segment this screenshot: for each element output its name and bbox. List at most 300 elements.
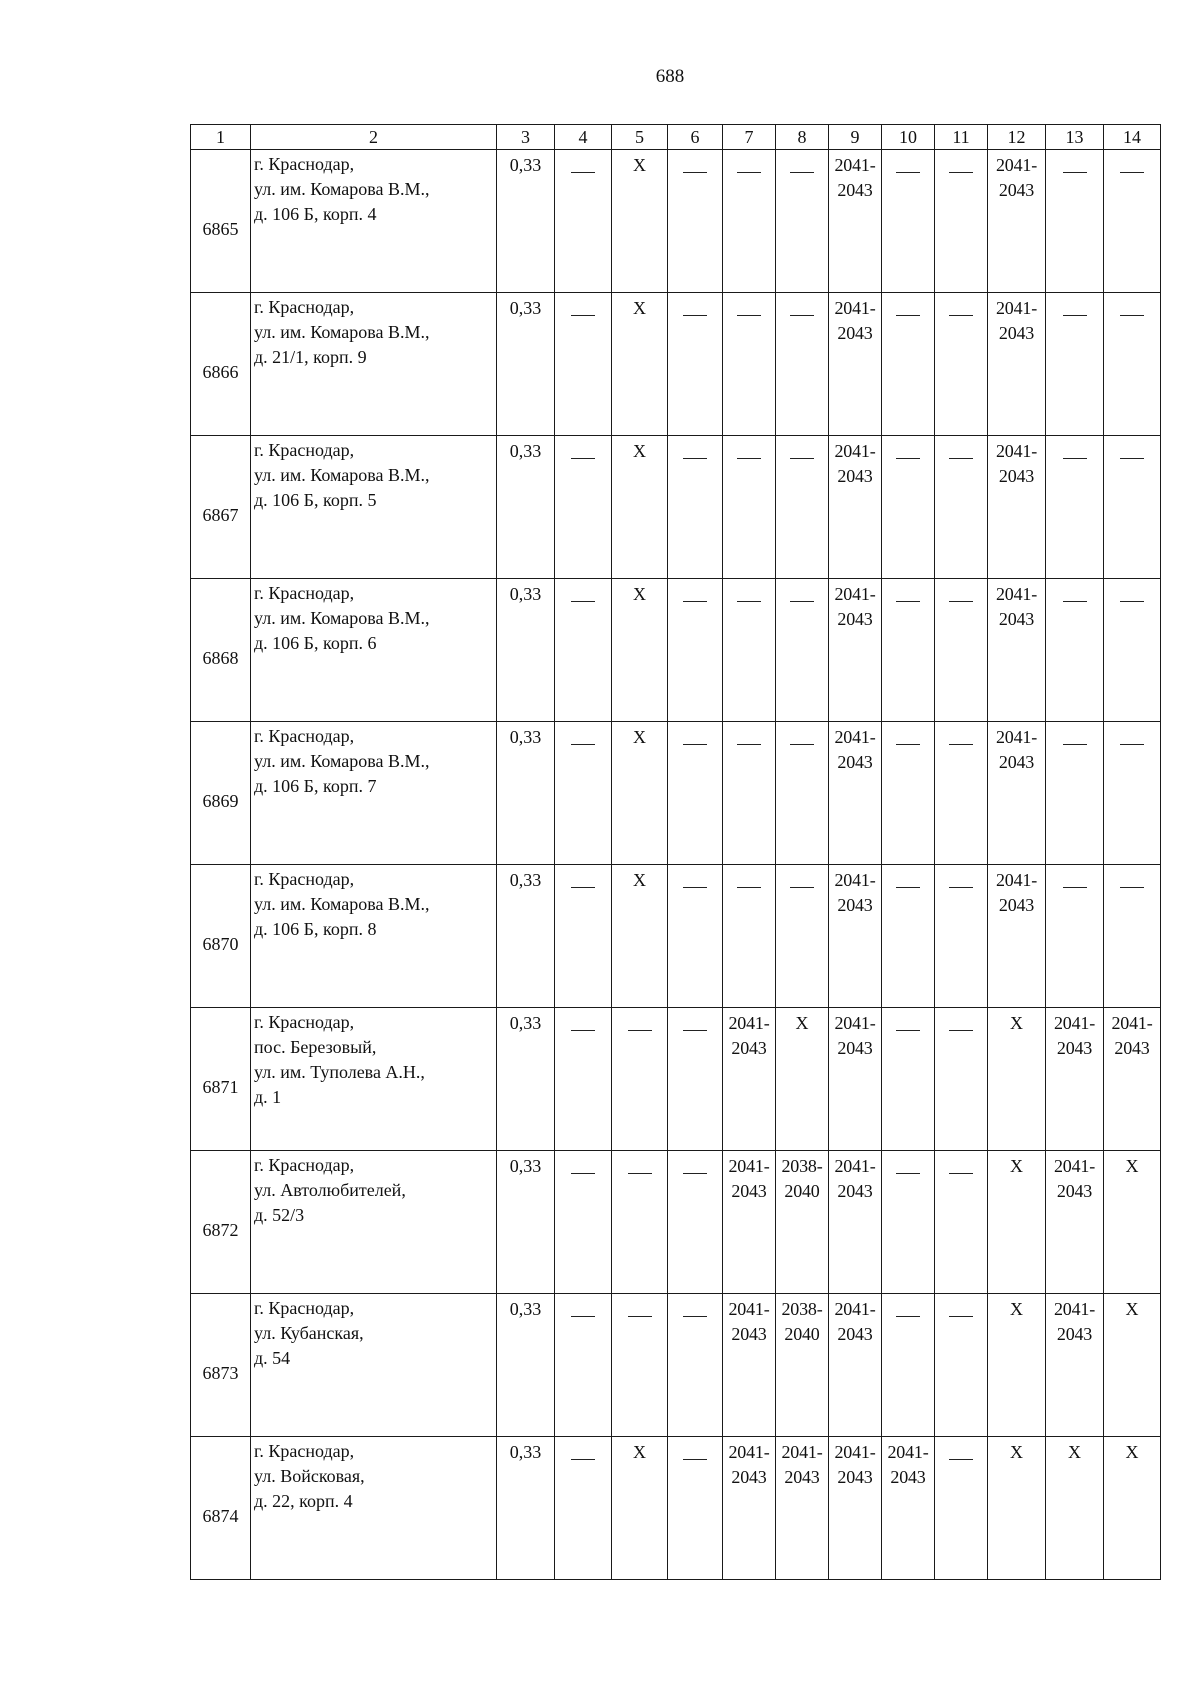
dash-mark xyxy=(1063,887,1087,888)
value-cell-col-3 xyxy=(497,865,555,1008)
address-line: д. 106 Б, корп. 4 xyxy=(254,204,377,224)
value-cell-col-13 xyxy=(1046,865,1104,1008)
value-cell-col-10 xyxy=(882,1151,935,1294)
cell-text: X xyxy=(633,727,646,747)
value-cell-col-4 xyxy=(555,436,612,579)
address-line: г. Краснодар, xyxy=(254,440,355,460)
table-row xyxy=(191,722,1161,865)
row-number: 6872 xyxy=(191,1151,251,1294)
year-range-end: 2043 xyxy=(1114,1038,1150,1058)
value-cell-col-7 xyxy=(723,865,776,1008)
value-cell-col-4 xyxy=(555,1151,612,1294)
value-cell-col-3 xyxy=(497,1151,555,1294)
column-header-8: 8 xyxy=(776,125,829,150)
dash-mark xyxy=(683,1173,707,1174)
cell-text: 0,33 xyxy=(509,441,542,461)
row-number: 6866 xyxy=(191,293,251,436)
value-cell-col-10 xyxy=(882,1294,935,1437)
cell-text: X xyxy=(633,298,646,318)
year-range-end: 2043 xyxy=(837,752,873,772)
value-cell-col-12 xyxy=(988,436,1046,579)
value-cell-col-11 xyxy=(935,865,988,1008)
dash-mark xyxy=(571,458,595,459)
value-cell-col-13 xyxy=(1046,293,1104,436)
dash-mark xyxy=(896,601,920,602)
year-range-end: 2043 xyxy=(837,180,873,200)
dash-mark xyxy=(571,1459,595,1460)
value-cell-col-14 xyxy=(1104,865,1161,1008)
value-cell-col-10 xyxy=(882,865,935,1008)
address-line: ул. им. Комарова В.М., xyxy=(254,894,430,914)
value-cell-col-10 xyxy=(882,150,935,293)
address-line: ул. им. Туполева А.Н., xyxy=(254,1062,425,1082)
table-header xyxy=(191,125,1161,150)
cell-text: X xyxy=(633,870,646,890)
value-cell-col-13 xyxy=(1046,436,1104,579)
address-line: д. 22, корп. 4 xyxy=(254,1491,353,1511)
row-number: 6869 xyxy=(191,722,251,865)
address-cell xyxy=(251,1008,497,1151)
column-header-9: 9 xyxy=(829,125,882,150)
value-cell-col-6 xyxy=(668,1151,723,1294)
value-cell-col-4 xyxy=(555,865,612,1008)
value-cell-col-12 xyxy=(988,1008,1046,1151)
year-range-start: 2041- xyxy=(834,298,876,318)
column-header-4: 4 xyxy=(555,125,612,150)
value-cell-col-14 xyxy=(1104,579,1161,722)
value-cell-col-8 xyxy=(776,1008,829,1151)
value-cell-col-5 xyxy=(612,579,668,722)
address-line: г. Краснодар, xyxy=(254,154,355,174)
cell-text: 0,33 xyxy=(509,727,542,747)
year-range-start: 2041- xyxy=(834,1013,876,1033)
value-cell-col-12 xyxy=(988,865,1046,1008)
registry-table xyxy=(190,124,1161,1580)
value-cell-col-5 xyxy=(612,293,668,436)
value-cell-col-11 xyxy=(935,1294,988,1437)
cell-text: 0,33 xyxy=(509,584,542,604)
dash-mark xyxy=(1063,601,1087,602)
row-number: 6867 xyxy=(191,436,251,579)
year-range-end: 2043 xyxy=(837,466,873,486)
dash-mark xyxy=(683,315,707,316)
value-cell-col-3 xyxy=(497,579,555,722)
year-range-start: 2041- xyxy=(834,441,876,461)
year-range-end: 2043 xyxy=(837,895,873,915)
dash-mark xyxy=(571,887,595,888)
value-cell-col-11 xyxy=(935,1008,988,1151)
address-line: г. Краснодар, xyxy=(254,1155,355,1175)
dash-mark xyxy=(1120,172,1144,173)
column-header-3: 3 xyxy=(497,125,555,150)
value-cell-col-6 xyxy=(668,1437,723,1580)
dash-mark xyxy=(896,315,920,316)
dash-mark xyxy=(949,887,973,888)
dash-mark xyxy=(896,172,920,173)
year-range-start: 2041- xyxy=(834,1442,876,1462)
year-range-start: 2041- xyxy=(834,870,876,890)
cell-text: X xyxy=(633,155,646,175)
address-cell xyxy=(251,865,497,1008)
value-cell-col-8 xyxy=(776,865,829,1008)
dash-mark xyxy=(571,172,595,173)
value-cell-col-8 xyxy=(776,1437,829,1580)
address-line: д. 52/3 xyxy=(254,1205,305,1225)
table-row xyxy=(191,1294,1161,1437)
dash-mark xyxy=(790,458,814,459)
column-header-10: 10 xyxy=(882,125,935,150)
value-cell-col-8 xyxy=(776,579,829,722)
address-line: д. 54 xyxy=(254,1348,291,1368)
address-cell xyxy=(251,1437,497,1580)
value-cell-col-9 xyxy=(829,1151,882,1294)
column-header-11: 11 xyxy=(935,125,988,150)
row-number: 6873 xyxy=(191,1294,251,1437)
year-range-end: 2040 xyxy=(784,1324,820,1344)
value-cell-col-7 xyxy=(723,436,776,579)
dash-mark xyxy=(949,172,973,173)
value-cell-col-9 xyxy=(829,865,882,1008)
dash-mark xyxy=(737,601,761,602)
address-line: ул. Войсковая, xyxy=(254,1466,365,1486)
address-line: пос. Березовый, xyxy=(254,1037,377,1057)
dash-mark xyxy=(949,744,973,745)
cell-text: X xyxy=(1125,1442,1139,1462)
year-range-end: 2043 xyxy=(731,1467,767,1487)
value-cell-col-7 xyxy=(723,293,776,436)
cell-text: X xyxy=(1125,1156,1139,1176)
value-cell-col-10 xyxy=(882,722,935,865)
year-range-end: 2043 xyxy=(1056,1324,1093,1344)
value-cell-col-13 xyxy=(1046,579,1104,722)
value-cell-col-6 xyxy=(668,1008,723,1151)
value-cell-col-11 xyxy=(935,150,988,293)
value-cell-col-8 xyxy=(776,722,829,865)
dash-mark xyxy=(683,744,707,745)
dash-mark xyxy=(628,1316,652,1317)
header-row xyxy=(191,125,1161,150)
registry-table-container xyxy=(190,124,1160,1580)
value-cell-col-12 xyxy=(988,579,1046,722)
dash-mark xyxy=(737,887,761,888)
dash-mark xyxy=(896,1316,920,1317)
dash-mark xyxy=(790,172,814,173)
value-cell-col-12 xyxy=(988,1151,1046,1294)
value-cell-col-14 xyxy=(1104,150,1161,293)
year-range-end: 2043 xyxy=(837,1038,873,1058)
value-cell-col-9 xyxy=(829,436,882,579)
cell-text: 0,33 xyxy=(509,155,542,175)
value-cell-col-14 xyxy=(1104,293,1161,436)
value-cell-col-3 xyxy=(497,150,555,293)
value-cell-col-4 xyxy=(555,293,612,436)
value-cell-col-13 xyxy=(1046,1294,1104,1437)
dash-mark xyxy=(790,315,814,316)
value-cell-col-10 xyxy=(882,293,935,436)
year-range-start: 2041- xyxy=(781,1442,823,1462)
dash-mark xyxy=(896,458,920,459)
dash-mark xyxy=(949,601,973,602)
value-cell-col-9 xyxy=(829,1294,882,1437)
year-range-start: 2041- xyxy=(996,298,1037,318)
value-cell-col-14 xyxy=(1104,1294,1161,1437)
address-line: г. Краснодар, xyxy=(254,1298,355,1318)
row-number: 6871 xyxy=(191,1008,251,1151)
value-cell-col-13 xyxy=(1046,1008,1104,1151)
value-cell-col-13 xyxy=(1046,1151,1104,1294)
value-cell-col-7 xyxy=(723,722,776,865)
cell-text: 0,33 xyxy=(509,1156,542,1176)
address-cell xyxy=(251,1294,497,1437)
value-cell-col-9 xyxy=(829,1437,882,1580)
year-range-end: 2043 xyxy=(837,323,873,343)
value-cell-col-7 xyxy=(723,1437,776,1580)
value-cell-col-7 xyxy=(723,579,776,722)
dash-mark xyxy=(790,601,814,602)
value-cell-col-14 xyxy=(1104,1151,1161,1294)
dash-mark xyxy=(1120,458,1144,459)
year-range-start: 2041- xyxy=(834,727,876,747)
value-cell-col-12 xyxy=(988,293,1046,436)
column-header-14: 14 xyxy=(1104,125,1161,150)
year-range-start: 2041- xyxy=(1054,1156,1095,1176)
row-number: 6870 xyxy=(191,865,251,1008)
dash-mark xyxy=(896,744,920,745)
dash-mark xyxy=(790,887,814,888)
value-cell-col-8 xyxy=(776,293,829,436)
year-range-end: 2043 xyxy=(837,1181,873,1201)
year-range-start: 2041- xyxy=(1054,1013,1095,1033)
address-cell xyxy=(251,722,497,865)
table-row xyxy=(191,579,1161,722)
value-cell-col-9 xyxy=(829,293,882,436)
year-range-start: 2041- xyxy=(834,584,876,604)
value-cell-col-5 xyxy=(612,1294,668,1437)
value-cell-col-5 xyxy=(612,1437,668,1580)
value-cell-col-4 xyxy=(555,722,612,865)
cell-text: X xyxy=(633,584,646,604)
table-row xyxy=(191,293,1161,436)
value-cell-col-11 xyxy=(935,579,988,722)
value-cell-col-13 xyxy=(1046,150,1104,293)
address-line: д. 106 Б, корп. 6 xyxy=(254,633,377,653)
value-cell-col-5 xyxy=(612,1151,668,1294)
address-cell xyxy=(251,579,497,722)
value-cell-col-3 xyxy=(497,722,555,865)
dash-mark xyxy=(1120,887,1144,888)
value-cell-col-10 xyxy=(882,436,935,579)
value-cell-col-7 xyxy=(723,1294,776,1437)
value-cell-col-14 xyxy=(1104,1008,1161,1151)
cell-text: X xyxy=(1010,1442,1023,1462)
address-line: д. 106 Б, корп. 8 xyxy=(254,919,377,939)
value-cell-col-10 xyxy=(882,1437,935,1580)
cell-text: 0,33 xyxy=(509,870,542,890)
dash-mark xyxy=(949,315,973,316)
address-line: ул. Кубанская, xyxy=(254,1323,364,1343)
dash-mark xyxy=(737,744,761,745)
table-row xyxy=(191,436,1161,579)
address-line: ул. им. Комарова В.М., xyxy=(254,465,430,485)
dash-mark xyxy=(949,458,973,459)
value-cell-col-6 xyxy=(668,436,723,579)
year-range-end: 2043 xyxy=(731,1181,767,1201)
value-cell-col-13 xyxy=(1046,1437,1104,1580)
dash-mark xyxy=(683,458,707,459)
dash-mark xyxy=(949,1030,973,1031)
value-cell-col-11 xyxy=(935,722,988,865)
value-cell-col-10 xyxy=(882,579,935,722)
dash-mark xyxy=(737,172,761,173)
address-line: д. 106 Б, корп. 5 xyxy=(254,490,377,510)
year-range-end: 2043 xyxy=(1056,1181,1093,1201)
cell-text: X xyxy=(1125,1299,1139,1319)
dash-mark xyxy=(628,1030,652,1031)
year-range-start: 2038- xyxy=(781,1156,823,1176)
year-range-start: 2041- xyxy=(996,584,1037,604)
value-cell-col-6 xyxy=(668,722,723,865)
dash-mark xyxy=(737,315,761,316)
table-row xyxy=(191,865,1161,1008)
row-number: 6865 xyxy=(191,150,251,293)
cell-text: 0,33 xyxy=(509,1299,542,1319)
address-line: д. 21/1, корп. 9 xyxy=(254,347,367,367)
dash-mark xyxy=(571,1030,595,1031)
value-cell-col-14 xyxy=(1104,722,1161,865)
dash-mark xyxy=(683,172,707,173)
year-range-start: 2041- xyxy=(996,727,1037,747)
value-cell-col-4 xyxy=(555,150,612,293)
dash-mark xyxy=(571,601,595,602)
address-line: г. Краснодар, xyxy=(254,869,355,889)
dash-mark xyxy=(1120,601,1144,602)
value-cell-col-7 xyxy=(723,150,776,293)
value-cell-col-5 xyxy=(612,722,668,865)
table-row xyxy=(191,1008,1161,1151)
value-cell-col-11 xyxy=(935,436,988,579)
year-range-end: 2043 xyxy=(837,609,873,629)
year-range-start: 2041- xyxy=(834,1156,876,1176)
value-cell-col-6 xyxy=(668,865,723,1008)
column-header-5: 5 xyxy=(612,125,668,150)
value-cell-col-5 xyxy=(612,865,668,1008)
value-cell-col-9 xyxy=(829,579,882,722)
dash-mark xyxy=(683,601,707,602)
column-header-1: 1 xyxy=(191,125,251,150)
row-number: 6868 xyxy=(191,579,251,722)
column-header-7: 7 xyxy=(723,125,776,150)
dash-mark xyxy=(683,1316,707,1317)
dash-mark xyxy=(628,1173,652,1174)
value-cell-col-6 xyxy=(668,579,723,722)
year-range-end: 2043 xyxy=(998,609,1035,629)
dash-mark xyxy=(949,1316,973,1317)
year-range-start: 2041- xyxy=(1111,1013,1153,1033)
address-line: ул. им. Комарова В.М., xyxy=(254,751,430,771)
year-range-end: 2043 xyxy=(731,1038,767,1058)
year-range-start: 2038- xyxy=(781,1299,823,1319)
dash-mark xyxy=(683,887,707,888)
address-line: г. Краснодар, xyxy=(254,1012,355,1032)
value-cell-col-6 xyxy=(668,150,723,293)
cell-text: X xyxy=(1068,1442,1081,1462)
year-range-start: 2041- xyxy=(728,1156,770,1176)
cell-text: 0,33 xyxy=(509,298,542,318)
row-number: 6874 xyxy=(191,1437,251,1580)
cell-text: 0,33 xyxy=(509,1013,542,1033)
value-cell-col-12 xyxy=(988,1437,1046,1580)
value-cell-col-3 xyxy=(497,293,555,436)
value-cell-col-8 xyxy=(776,150,829,293)
dash-mark xyxy=(683,1459,707,1460)
dash-mark xyxy=(790,744,814,745)
value-cell-col-7 xyxy=(723,1151,776,1294)
table-row xyxy=(191,1151,1161,1294)
address-line: ул. Автолюбителей, xyxy=(254,1180,406,1200)
year-range-end: 2043 xyxy=(998,752,1035,772)
dash-mark xyxy=(1063,172,1087,173)
address-line: д. 1 xyxy=(254,1087,282,1107)
value-cell-col-11 xyxy=(935,293,988,436)
value-cell-col-10 xyxy=(882,1008,935,1151)
value-cell-col-14 xyxy=(1104,436,1161,579)
year-range-start: 2041- xyxy=(996,155,1037,175)
dash-mark xyxy=(949,1459,973,1460)
year-range-end: 2043 xyxy=(837,1324,873,1344)
address-line: г. Краснодар, xyxy=(254,1441,355,1461)
value-cell-col-9 xyxy=(829,150,882,293)
column-header-6: 6 xyxy=(668,125,723,150)
address-line: ул. им. Комарова В.М., xyxy=(254,322,430,342)
table-row xyxy=(191,1437,1161,1580)
dash-mark xyxy=(949,1173,973,1174)
dash-mark xyxy=(896,1030,920,1031)
cell-text: X xyxy=(633,441,646,461)
address-cell xyxy=(251,1151,497,1294)
address-line: г. Краснодар, xyxy=(254,583,355,603)
year-range-start: 2041- xyxy=(834,1299,876,1319)
dash-mark xyxy=(571,744,595,745)
value-cell-col-3 xyxy=(497,1294,555,1437)
year-range-start: 2041- xyxy=(996,441,1037,461)
address-cell xyxy=(251,436,497,579)
address-line: д. 106 Б, корп. 7 xyxy=(254,776,377,796)
year-range-end: 2043 xyxy=(837,1467,873,1487)
address-line: ул. им. Комарова В.М., xyxy=(254,608,430,628)
year-range-start: 2041- xyxy=(996,870,1037,890)
cell-text: X xyxy=(795,1013,809,1033)
value-cell-col-12 xyxy=(988,150,1046,293)
year-range-end: 2043 xyxy=(1056,1038,1093,1058)
dash-mark xyxy=(571,1316,595,1317)
year-range-end: 2043 xyxy=(890,1467,926,1487)
cell-text: X xyxy=(1010,1013,1023,1033)
dash-mark xyxy=(571,315,595,316)
address-line: г. Краснодар, xyxy=(254,726,355,746)
year-range-end: 2043 xyxy=(784,1467,820,1487)
cell-text: 0,33 xyxy=(509,1442,542,1462)
value-cell-col-8 xyxy=(776,1294,829,1437)
page-number: 688 xyxy=(655,66,685,87)
column-header-2: 2 xyxy=(251,125,497,150)
value-cell-col-11 xyxy=(935,1151,988,1294)
dash-mark xyxy=(1063,458,1087,459)
column-header-13: 13 xyxy=(1046,125,1104,150)
dash-mark xyxy=(737,458,761,459)
table-body xyxy=(191,150,1161,1580)
value-cell-col-11 xyxy=(935,1437,988,1580)
dash-mark xyxy=(1120,744,1144,745)
